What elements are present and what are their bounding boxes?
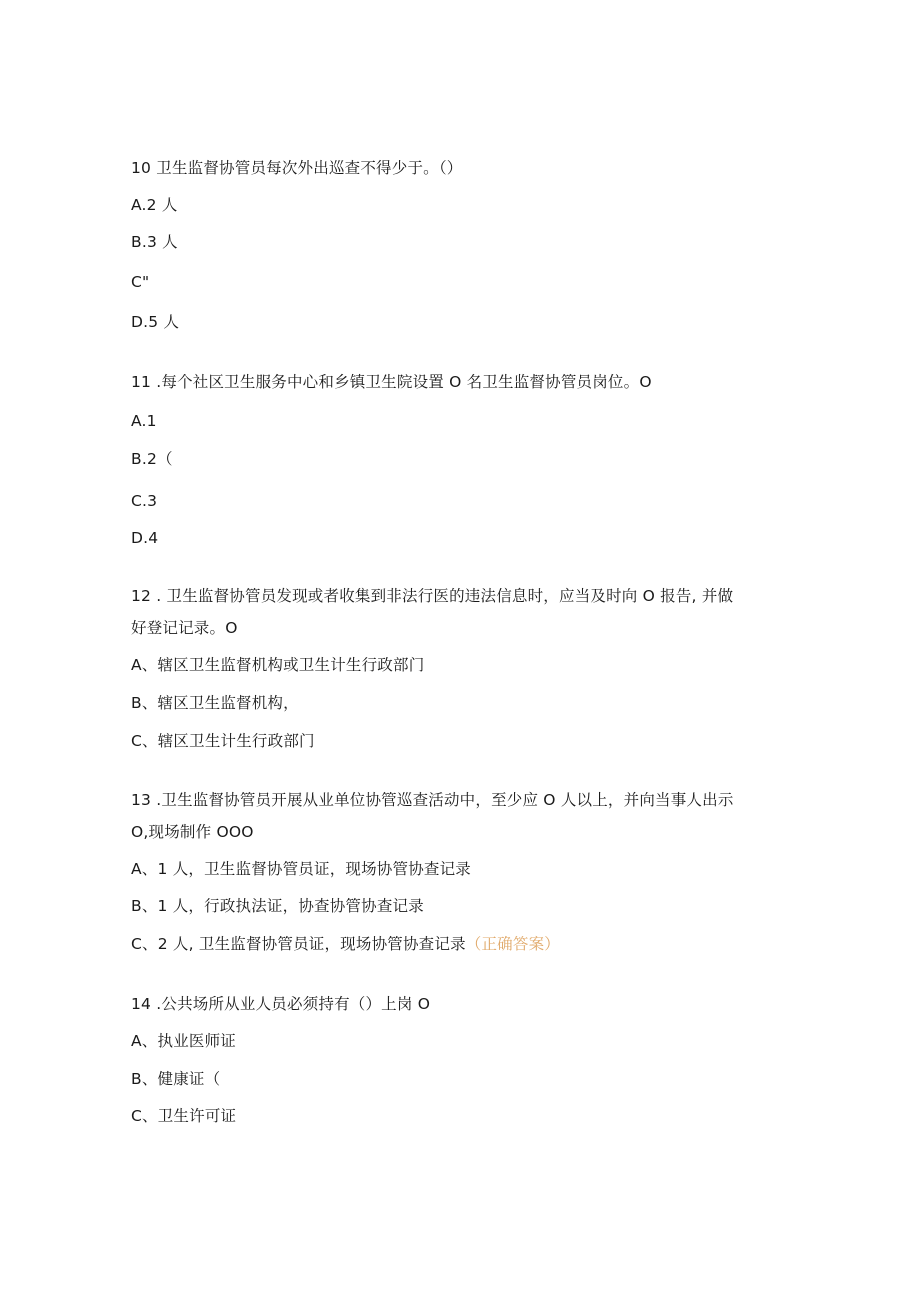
question-13-line-1: 13 .卫生监督协管员开展从业单位协管巡查活动中，至少应 O 人以上，并向当事人出示 [131,791,734,809]
correct-answer-note: （正确答案） [465,935,560,953]
option-10-b: B.3 人 [131,233,178,251]
option-10-d: D.5 人 [131,313,180,331]
question-11: 11 .每个社区卫生服务中心和乡镇卫生院设置 O 名卫生监督协管员岗位。O [131,373,652,391]
option-11-b: B.2（ [131,450,173,468]
option-12-a: A、辖区卫生监督机构或卫生计生行政部门 [131,656,425,674]
option-11-a: A.1 [131,412,157,430]
question-14: 14 .公共场所从业人员必须持有（）上岗 O [131,995,431,1013]
question-12-line-2: 好登记记录。O [131,619,238,637]
option-13-c [131,934,560,954]
option-10-a: A.2 人 [131,196,178,214]
option-14-a: A、执业医师证 [131,1032,237,1050]
question-10: 10 卫生监督协管员每次外出巡查不得少于。（） [131,159,463,177]
option-14-b: B、健康证（ [131,1070,221,1088]
question-13-line-2: O,现场制作 OOO [131,823,254,841]
option-13-a: A、1 人，卫生监督协管员证，现场协管协查记录 [131,860,471,878]
option-10-c: C" [131,273,150,291]
option-11-d: D.4 [131,529,159,547]
option-11-c: C.3 [131,492,158,510]
option-12-c: C、辖区卫生计生行政部门 [131,732,315,750]
option-14-c: C、卫生许可证 [131,1107,237,1125]
option-13-c-text: C、2 人, 卫生监督协管员证，现场协管协查记录 [131,935,466,953]
option-12-b: B、辖区卫生监督机构， [131,694,299,712]
question-12-line-1: 12 . 卫生监督协管员发现或者收集到非法行医的违法信息时，应当及时向 O 报告, 并做 [131,587,734,605]
option-13-b: B、1 人，行政执法证，协查协管协查记录 [131,897,424,915]
